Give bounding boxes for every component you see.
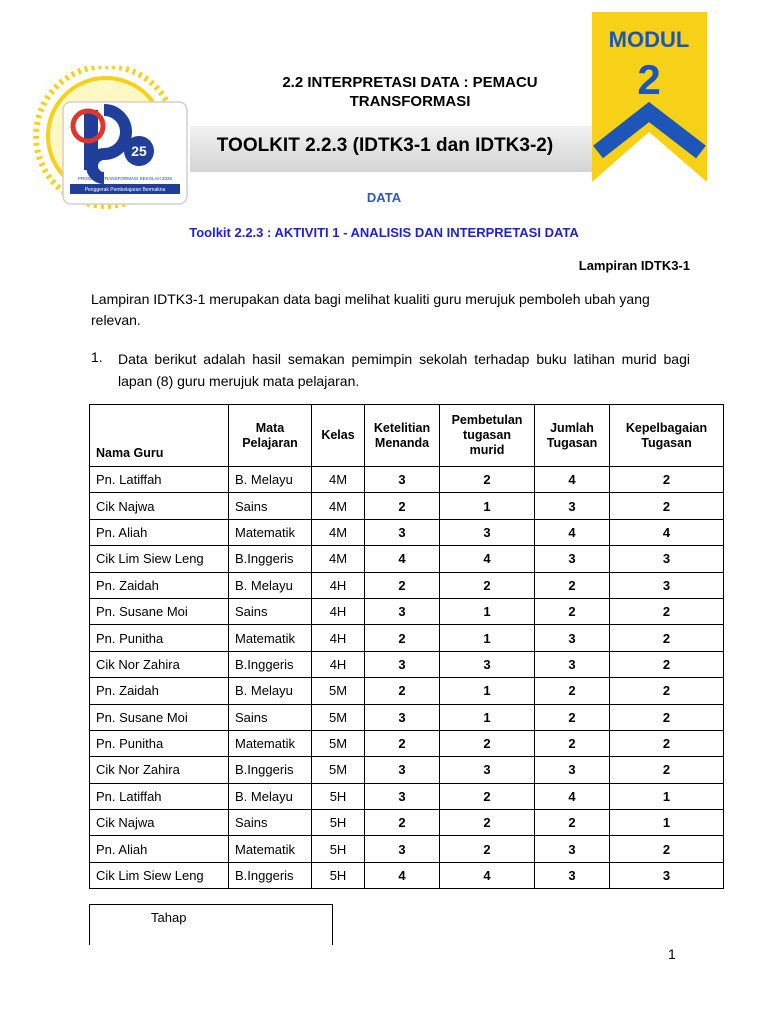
cell-jumlah: 3 [535, 493, 610, 519]
cell-nama-guru: Pn. Punitha [90, 730, 229, 756]
table-row [90, 467, 724, 493]
page-number: 1 [668, 946, 676, 962]
cell-nama-guru: Pn. Zaidah [90, 678, 229, 704]
tahap-box [89, 904, 333, 945]
cell-jumlah: 2 [535, 704, 610, 730]
cell-ketelitian: 3 [365, 783, 440, 809]
cell-pembetulan: 2 [440, 572, 535, 598]
cell-kelas: 4M [312, 493, 365, 519]
table-row [90, 704, 724, 730]
cell-nama-guru: Cik Lim Siew Leng [90, 862, 229, 888]
cell-nama-guru: Cik Nor Zahira [90, 651, 229, 677]
cell-kelas: 5H [312, 810, 365, 836]
cell-kelas: 4H [312, 572, 365, 598]
table-header-row [90, 405, 724, 467]
cell-jumlah: 3 [535, 546, 610, 572]
cell-mata-pelajaran: B. Melayu [229, 783, 312, 809]
cell-nama-guru: Pn. Aliah [90, 519, 229, 545]
cell-nama-guru: Pn. Zaidah [90, 572, 229, 598]
cell-ketelitian: 3 [365, 704, 440, 730]
table-row [90, 757, 724, 783]
cell-pembetulan: 3 [440, 651, 535, 677]
cell-kepelbagaian: 2 [610, 678, 724, 704]
cell-ketelitian: 3 [365, 836, 440, 862]
cell-mata-pelajaran: Sains [229, 704, 312, 730]
activity-title: Toolkit 2.2.3 : AKTIVITI 1 - ANALISIS DAN INTERPRETASI DATA [189, 225, 579, 240]
cell-pembetulan: 1 [440, 678, 535, 704]
cell-mata-pelajaran: Matematik [229, 519, 312, 545]
cell-pembetulan: 1 [440, 598, 535, 624]
cell-jumlah: 2 [535, 730, 610, 756]
cell-pembetulan: 3 [440, 757, 535, 783]
cell-mata-pelajaran: Matematik [229, 730, 312, 756]
cell-jumlah: 3 [535, 757, 610, 783]
page-title-line1: 2.2 INTERPRETASI DATA : PEMACU [282, 74, 538, 91]
cell-ketelitian: 3 [365, 757, 440, 783]
cell-ketelitian: 4 [365, 862, 440, 888]
cell-jumlah: 4 [535, 467, 610, 493]
table-row [90, 678, 724, 704]
cell-kepelbagaian: 4 [610, 519, 724, 545]
cell-kelas: 5M [312, 757, 365, 783]
cell-kelas: 4H [312, 625, 365, 651]
cell-jumlah: 2 [535, 810, 610, 836]
cell-pembetulan: 2 [440, 810, 535, 836]
cell-pembetulan: 2 [440, 467, 535, 493]
intro-paragraph: Lampiran IDTK3-1 merupakan data bagi melihat kualiti guru merujuk pemboleh ubah yang relevan. [91, 291, 650, 328]
cell-pembetulan: 2 [440, 836, 535, 862]
cell-kelas: 5H [312, 836, 365, 862]
cell-nama-guru: Pn. Susane Moi [90, 598, 229, 624]
cell-nama-guru: Pn. Latiffah [90, 783, 229, 809]
table-row [90, 519, 724, 545]
cell-ketelitian: 2 [365, 678, 440, 704]
cell-jumlah: 3 [535, 836, 610, 862]
cell-pembetulan: 2 [440, 730, 535, 756]
cell-kelas: 4M [312, 519, 365, 545]
cell-ketelitian: 2 [365, 625, 440, 651]
cell-kelas: 5M [312, 678, 365, 704]
cell-mata-pelajaran: Sains [229, 493, 312, 519]
cell-jumlah: 4 [535, 519, 610, 545]
cell-pembetulan: 1 [440, 625, 535, 651]
cell-mata-pelajaran: Matematik [229, 836, 312, 862]
cell-kepelbagaian: 2 [610, 651, 724, 677]
table-row [90, 783, 724, 809]
cell-kepelbagaian: 2 [610, 730, 724, 756]
table-row [90, 625, 724, 651]
cell-mata-pelajaran: Matematik [229, 625, 312, 651]
table-row [90, 546, 724, 572]
cell-pembetulan: 1 [440, 493, 535, 519]
cell-mata-pelajaran: B.Inggeris [229, 862, 312, 888]
table-row [90, 598, 724, 624]
cell-nama-guru: Cik Najwa [90, 493, 229, 519]
cell-ketelitian: 2 [365, 572, 440, 598]
cell-kelas: 4M [312, 467, 365, 493]
cell-mata-pelajaran: B. Melayu [229, 467, 312, 493]
logo-caption-line2: Penggerak Pembelajaran Bermakna [84, 187, 166, 193]
table-row [90, 836, 724, 862]
cell-ketelitian: 3 [365, 651, 440, 677]
page-title-line2: TRANSFORMASI [349, 93, 471, 110]
cell-mata-pelajaran: Sains [229, 810, 312, 836]
cell-kepelbagaian: 2 [610, 625, 724, 651]
cell-pembetulan: 2 [440, 783, 535, 809]
cell-ketelitian: 3 [365, 467, 440, 493]
cell-nama-guru: Pn. Punitha [90, 625, 229, 651]
header-jumlah-tugasan: Jumlah Tugasan [535, 405, 610, 467]
cell-kepelbagaian: 2 [610, 598, 724, 624]
cell-ketelitian: 2 [365, 810, 440, 836]
cell-kepelbagaian: 3 [610, 572, 724, 598]
modul-number: 2 [637, 56, 661, 103]
header-mata-pelajaran: Mata Pelajaran [229, 405, 312, 467]
cell-mata-pelajaran: B.Inggeris [229, 546, 312, 572]
table-row [90, 730, 724, 756]
cell-kepelbagaian: 2 [610, 493, 724, 519]
cell-jumlah: 2 [535, 572, 610, 598]
cell-mata-pelajaran: Sains [229, 598, 312, 624]
cell-mata-pelajaran: B. Melayu [229, 678, 312, 704]
cell-kepelbagaian: 1 [610, 810, 724, 836]
cell-jumlah: 3 [535, 625, 610, 651]
cell-kelas: 4H [312, 651, 365, 677]
cell-kelas: 5M [312, 704, 365, 730]
cell-kepelbagaian: 2 [610, 704, 724, 730]
cell-mata-pelajaran: B. Melayu [229, 572, 312, 598]
tahap-label: Tahap [151, 910, 187, 925]
question-number: 1. [91, 349, 103, 365]
cell-nama-guru: Pn. Aliah [90, 836, 229, 862]
table-row [90, 810, 724, 836]
cell-ketelitian: 4 [365, 546, 440, 572]
header-nama-guru: Nama Guru [90, 405, 229, 467]
table-row [90, 493, 724, 519]
cell-nama-guru: Pn. Latiffah [90, 467, 229, 493]
cell-kepelbagaian: 3 [610, 862, 724, 888]
cell-ketelitian: 3 [365, 519, 440, 545]
header-kepelbagaian-tugasan: Kepelbagaian Tugasan [610, 405, 724, 467]
cell-jumlah: 3 [535, 651, 610, 677]
logo-badge-text: 25 [131, 143, 147, 159]
cell-kepelbagaian: 2 [610, 467, 724, 493]
cell-jumlah: 3 [535, 862, 610, 888]
page-title [200, 73, 620, 111]
modul-ribbon [592, 12, 707, 182]
teacher-data-table [89, 404, 724, 889]
cell-pembetulan: 4 [440, 862, 535, 888]
cell-mata-pelajaran: B.Inggeris [229, 651, 312, 677]
cell-pembetulan: 4 [440, 546, 535, 572]
cell-nama-guru: Cik Lim Siew Leng [90, 546, 229, 572]
cell-mata-pelajaran: B.Inggeris [229, 757, 312, 783]
cell-kelas: 4H [312, 598, 365, 624]
question-text: Data berikut adalah hasil semakan pemimpin sekolah terhadap buku latihan murid bagi lapan (8) guru merujuk mata pelajaran. [118, 351, 690, 389]
logo-caption-line1: PROGRAM TRANSFORMASI SEKOLAH 2025 [78, 176, 172, 181]
cell-kelas: 5H [312, 862, 365, 888]
program-logo [26, 66, 196, 210]
cell-kepelbagaian: 2 [610, 757, 724, 783]
table-row [90, 862, 724, 888]
cell-kepelbagaian: 2 [610, 836, 724, 862]
cell-nama-guru: Cik Najwa [90, 810, 229, 836]
cell-kelas: 5H [312, 783, 365, 809]
cell-pembetulan: 1 [440, 704, 535, 730]
cell-jumlah: 4 [535, 783, 610, 809]
cell-jumlah: 2 [535, 598, 610, 624]
section-data-label: DATA [366, 190, 402, 205]
modul-label: MODUL [608, 27, 690, 52]
cell-nama-guru: Cik Nor Zahira [90, 757, 229, 783]
cell-kelas: 4M [312, 546, 365, 572]
table-row [90, 572, 724, 598]
header-pembetulan-tugasan: Pembetulan tugasan murid [440, 405, 535, 467]
toolkit-title: TOOLKIT 2.2.3 (IDTK3-1 dan IDTK3-2) [216, 135, 554, 156]
cell-pembetulan: 3 [440, 519, 535, 545]
header-ketelitian-menanda: Ketelitian Menanda [365, 405, 440, 467]
cell-kepelbagaian: 3 [610, 546, 724, 572]
header-kelas: Kelas [312, 405, 365, 467]
lampiran-label: Lampiran IDTK3-1 [578, 258, 690, 273]
cell-kepelbagaian: 1 [610, 783, 724, 809]
cell-ketelitian: 2 [365, 493, 440, 519]
cell-ketelitian: 3 [365, 598, 440, 624]
table-row [90, 651, 724, 677]
cell-ketelitian: 2 [365, 730, 440, 756]
cell-nama-guru: Pn. Susane Moi [90, 704, 229, 730]
cell-jumlah: 2 [535, 678, 610, 704]
cell-kelas: 5M [312, 730, 365, 756]
